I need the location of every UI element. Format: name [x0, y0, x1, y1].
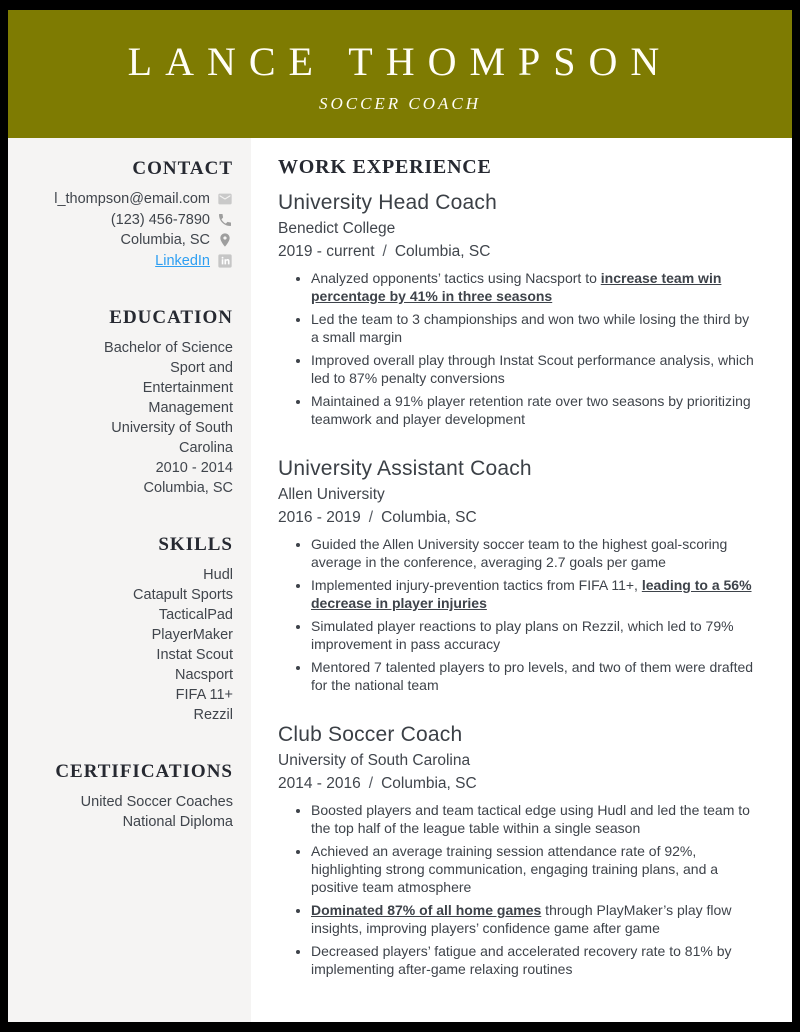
skill-item: Rezzil — [193, 707, 233, 723]
skill-item: TacticalPad — [158, 607, 233, 623]
skills-list — [20, 565, 233, 725]
contact-label: l_thompson@email.com — [54, 191, 210, 207]
bullet-highlight-text: leading to a 56% decrease in player injuries — [311, 577, 752, 611]
bullet-text: Mentored 7 talented players to pro levels, and two of them were drafted for the national team — [311, 659, 754, 693]
contact-label: (123) 456-7890 — [110, 211, 210, 228]
education-location: Columbia, SC — [143, 480, 233, 496]
job-bullet — [311, 392, 756, 428]
certifications-heading: CERTIFICATIONS — [55, 761, 233, 782]
education-degree: Bachelor of Science — [104, 340, 233, 356]
certifications-list — [20, 792, 233, 832]
contact-item — [20, 230, 233, 251]
skill-item: Instat Scout — [156, 647, 233, 663]
contact-item — [20, 251, 233, 272]
job-bullet-list — [278, 801, 756, 978]
job-entry — [278, 189, 756, 428]
job-company: University of South Carolina — [278, 752, 471, 769]
education-section — [20, 307, 233, 498]
job-dates: 2014 - 2016 — [278, 775, 361, 792]
job-location: Columbia, SC — [381, 509, 477, 526]
contact-item — [20, 189, 233, 210]
bullet-text: Led the team to 3 championships and won two while losing the third by a small margin — [311, 311, 750, 345]
skill-item: PlayerMaker — [151, 627, 233, 643]
job-bullet — [311, 576, 756, 612]
bullet-highlight-text: Dominated 87% of all home games — [311, 902, 542, 918]
envelope-icon — [217, 191, 233, 207]
location-pin-icon — [217, 232, 233, 248]
bullet-text: through PlayMaker’s play flow insights, improving players’ confidence game after game — [311, 902, 732, 936]
skills-heading: SKILLS — [158, 534, 233, 555]
job-dates-location — [278, 507, 756, 528]
bullet-text: Achieved an average training session attendance rate of 92%, highlighting strong communication, engaging training plans, and a positive team atmosphere — [311, 843, 719, 895]
job-title: University Assistant Coach — [278, 457, 532, 480]
job-bullet — [311, 842, 756, 896]
job-dates: 2016 - 2019 — [278, 509, 361, 526]
job-location: Columbia, SC — [394, 243, 491, 260]
candidate-name: LANCE THOMPSON — [127, 39, 673, 84]
dates-location-separator: / — [382, 243, 387, 260]
job-bullet — [311, 901, 756, 937]
job-bullet — [311, 535, 756, 571]
job-entry — [278, 721, 756, 978]
bullet-text: Simulated player reactions to play plans on Rezzil, which led to 79% improvement in pass accuracy — [311, 618, 734, 652]
job-bullet — [311, 801, 756, 837]
job-bullet — [311, 942, 756, 978]
phone-icon — [217, 212, 233, 228]
education-field: Sport and Entertainment Management — [142, 360, 233, 416]
job-bullet — [311, 617, 756, 653]
job-bullet — [311, 351, 756, 387]
bullet-text: Decreased players’ fatigue and accelerated recovery rate to 81% by implementing after-game relaxing routines — [311, 943, 732, 977]
bullet-text: Implemented injury-prevention tactics from FIFA 11+, — [311, 577, 642, 593]
job-list — [278, 189, 756, 978]
skill-item: FIFA 11+ — [175, 687, 233, 703]
education-school: University of South Carolina — [111, 420, 233, 456]
job-location: Columbia, SC — [381, 775, 477, 792]
job-company: Benedict College — [278, 220, 396, 237]
contact-section — [20, 158, 233, 271]
resume-header — [8, 10, 792, 138]
contact-item — [20, 210, 233, 231]
job-bullet-list — [278, 535, 756, 694]
contact-list — [20, 189, 233, 271]
skill-item: Catapult Sports — [133, 587, 233, 603]
job-bullet-list — [278, 269, 756, 428]
job-company: Allen University — [278, 486, 385, 503]
bullet-text: Analyzed opponents’ tactics using Nacsport to — [311, 270, 601, 286]
sidebar — [8, 138, 251, 1022]
bullet-text: Improved overall play through Instat Scout performance analysis, which led to 87% penalty conversions — [311, 352, 754, 386]
education-heading: EDUCATION — [109, 307, 233, 328]
certifications-section — [20, 761, 233, 832]
work-experience-column — [251, 138, 792, 1022]
linkedin-link[interactable]: LinkedIn — [155, 252, 210, 269]
education-dates: 2010 - 2014 — [155, 460, 233, 476]
job-title: Club Soccer Coach — [278, 723, 463, 746]
contact-heading: CONTACT — [132, 158, 233, 179]
job-entry — [278, 455, 756, 694]
work-experience-heading: WORK EXPERIENCE — [278, 156, 492, 178]
linkedin-icon — [217, 253, 233, 269]
bullet-text: Boosted players and team tactical edge using Hudl and led the team to the top half of the league table within a single season — [311, 802, 750, 836]
skill-item: Hudl — [203, 567, 233, 583]
job-bullet — [311, 269, 756, 305]
dates-location-separator: / — [368, 509, 374, 526]
bullet-highlight-text: increase team win percentage by 41% in three seasons — [311, 270, 722, 304]
job-title: University Head Coach — [278, 191, 497, 214]
dates-location-separator: / — [368, 775, 374, 792]
certification-item: United Soccer Coaches National Diploma — [80, 794, 233, 830]
skill-item: Nacsport — [174, 667, 233, 683]
skills-section — [20, 534, 233, 725]
job-dates: 2019 - current — [278, 243, 375, 260]
job-dates-location — [278, 241, 756, 262]
job-bullet — [311, 658, 756, 694]
candidate-job-title: SOCCER COACH — [318, 94, 482, 113]
resume-body — [8, 138, 792, 1022]
bullet-text: Guided the Allen University soccer team to the highest goal-scoring average in the conference, averaging 2.7 goals per game — [311, 536, 728, 570]
job-bullet — [311, 310, 756, 346]
job-dates-location — [278, 773, 756, 794]
bullet-text: Maintained a 91% player retention rate over two seasons by prioritizing teamwork and player development — [311, 393, 751, 427]
contact-label: Columbia, SC — [120, 232, 210, 248]
